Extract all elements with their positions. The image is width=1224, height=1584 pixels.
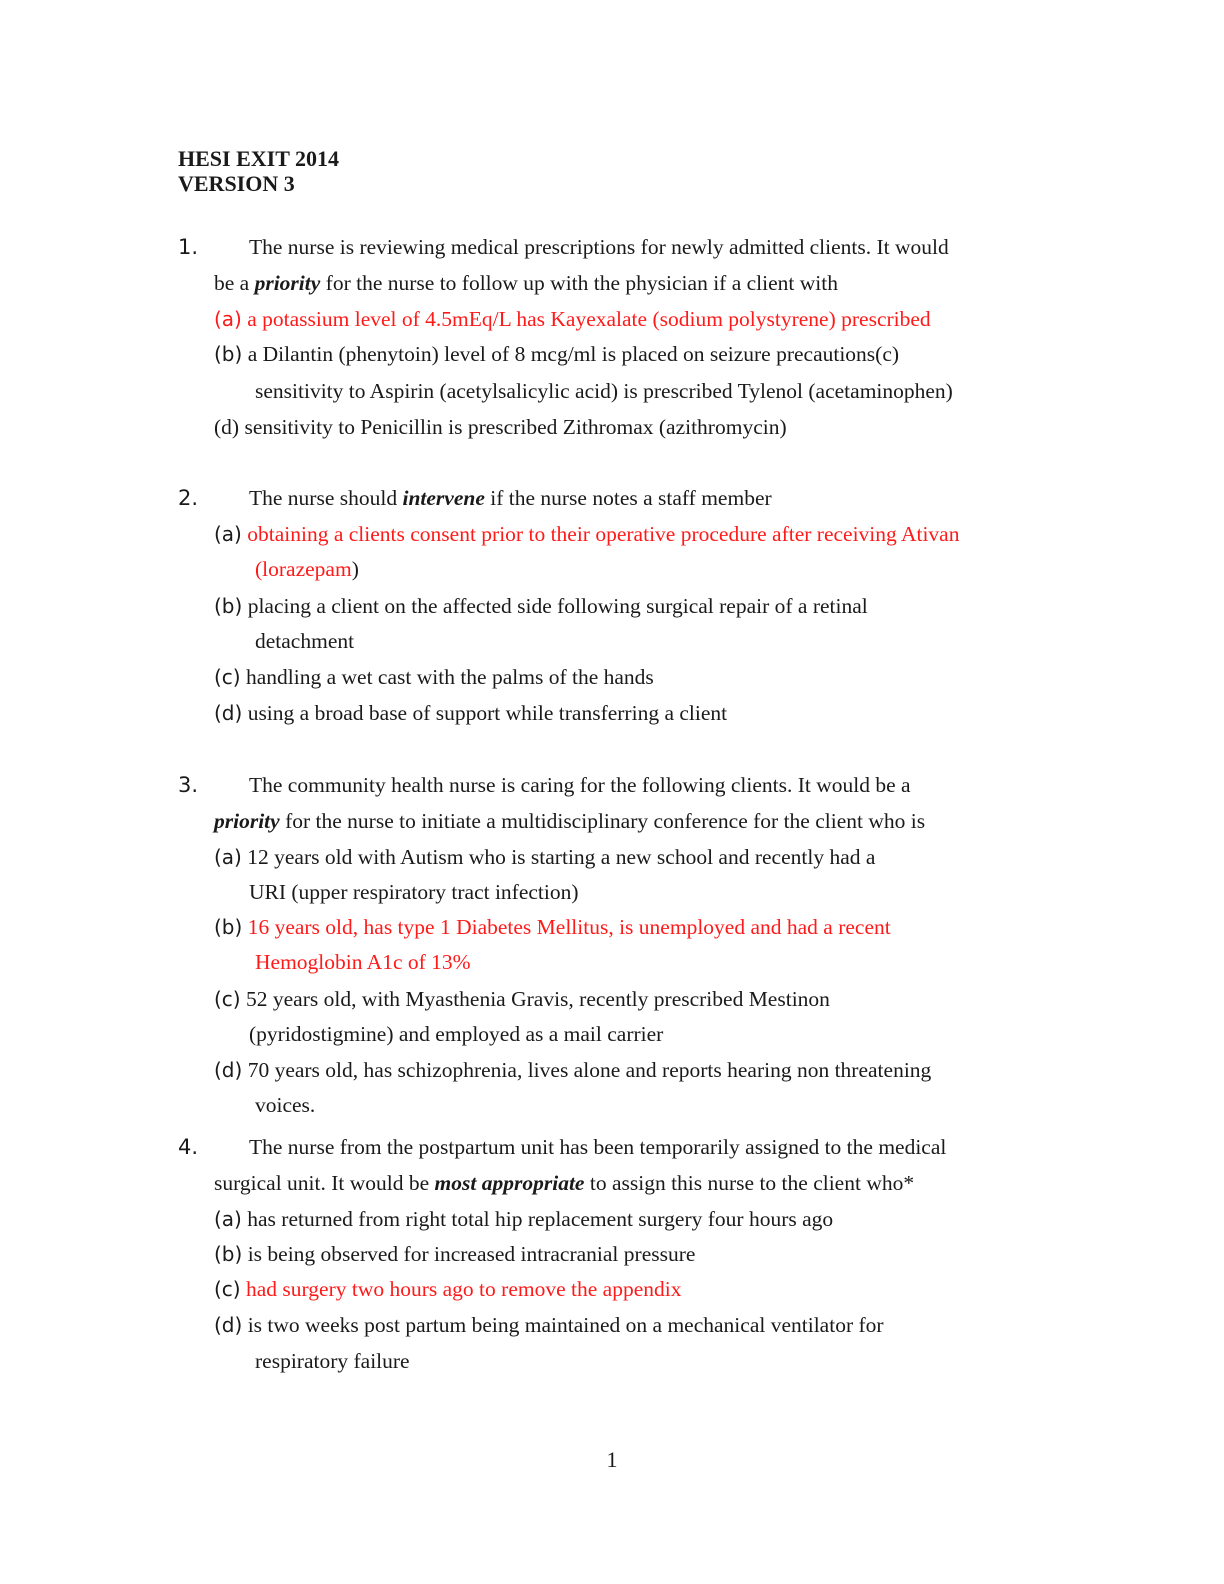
document-title: HESI EXIT 2014 bbox=[178, 146, 339, 171]
option-c: (c) handling a wet cast with the palms of the hands bbox=[214, 665, 654, 689]
option-a-continuation: (lorazepam) bbox=[255, 557, 359, 581]
option-b: (b) is being observed for increased intracranial pressure bbox=[214, 1242, 696, 1266]
option-d: (d) is two weeks post partum being maintained on a mechanical ventilator for bbox=[214, 1313, 884, 1337]
question-stem: surgical unit. It would be most appropriate to assign this nurse to the client who* bbox=[214, 1171, 915, 1195]
option-c: (c) 52 years old, with Myasthenia Gravis, recently prescribed Mestinon bbox=[214, 987, 830, 1011]
option-a: (a) has returned from right total hip replacement surgery four hours ago bbox=[214, 1207, 834, 1231]
question-number: 1. bbox=[178, 235, 199, 259]
emphasis-text: priority bbox=[254, 271, 321, 295]
question-stem: The nurse is reviewing medical prescriptions for newly admitted clients. It would bbox=[249, 235, 949, 259]
option-a-continuation: URI (upper respiratory tract infection) bbox=[249, 880, 579, 904]
question-stem: The nurse should intervene if the nurse notes a staff member bbox=[249, 486, 772, 510]
question-number: 3. bbox=[178, 773, 199, 797]
page-number: 1 bbox=[606, 1447, 618, 1472]
emphasis-text: intervene bbox=[402, 486, 485, 510]
option-b: (b) placing a client on the affected side following surgical repair of a retinal bbox=[214, 594, 868, 618]
option-b: (b) a Dilantin (phenytoin) level of 8 mcg/ml is placed on seizure precautions(c) bbox=[214, 342, 900, 366]
question-stem: priority for the nurse to initiate a multidisciplinary conference for the client who is bbox=[214, 809, 926, 833]
document-version: VERSION 3 bbox=[178, 171, 295, 196]
option-a-correct: (a) a potassium level of 4.5mEq/L has Kayexalate (sodium polystyrene) prescribed bbox=[214, 307, 931, 331]
option-a: (a) 12 years old with Autism who is starting a new school and recently had a bbox=[214, 845, 876, 869]
option-b-correct: (b) 16 years old, has type 1 Diabetes Mellitus, is unemployed and had a recent bbox=[214, 915, 891, 939]
option-d: (d) using a broad base of support while transferring a client bbox=[214, 701, 728, 725]
emphasis-text: priority bbox=[214, 809, 280, 833]
option-d: (d) sensitivity to Penicillin is prescribed Zithromax (azithromycin) bbox=[214, 415, 787, 439]
option-c-text: sensitivity to Aspirin (acetylsalicylic acid) is prescribed Tylenol (acetaminophen) bbox=[255, 379, 953, 403]
emphasis-text: most appropriate bbox=[434, 1171, 585, 1195]
option-d-continuation: voices. bbox=[255, 1093, 316, 1117]
option-d: (d) 70 years old, has schizophrenia, lives alone and reports hearing non threatening bbox=[214, 1058, 932, 1082]
question-stem: The community health nurse is caring for the following clients. It would be a bbox=[249, 773, 911, 797]
option-c-continuation: (pyridostigmine) and employed as a mail carrier bbox=[249, 1022, 664, 1046]
option-c-correct: (c) had surgery two hours ago to remove the appendix bbox=[214, 1277, 682, 1301]
option-a-correct: (a) obtaining a clients consent prior to their operative procedure after receiving Ativan bbox=[214, 522, 960, 546]
question-number: 2. bbox=[178, 486, 199, 510]
option-d-continuation: respiratory failure bbox=[255, 1349, 410, 1373]
option-b-continuation: Hemoglobin A1c of 13% bbox=[255, 950, 471, 974]
question-stem: The nurse from the postpartum unit has been temporarily assigned to the medical bbox=[249, 1135, 947, 1159]
question-stem: be a priority for the nurse to follow up with the physician if a client with bbox=[214, 271, 838, 295]
question-number: 4. bbox=[178, 1135, 199, 1159]
option-b-continuation: detachment bbox=[255, 629, 355, 653]
